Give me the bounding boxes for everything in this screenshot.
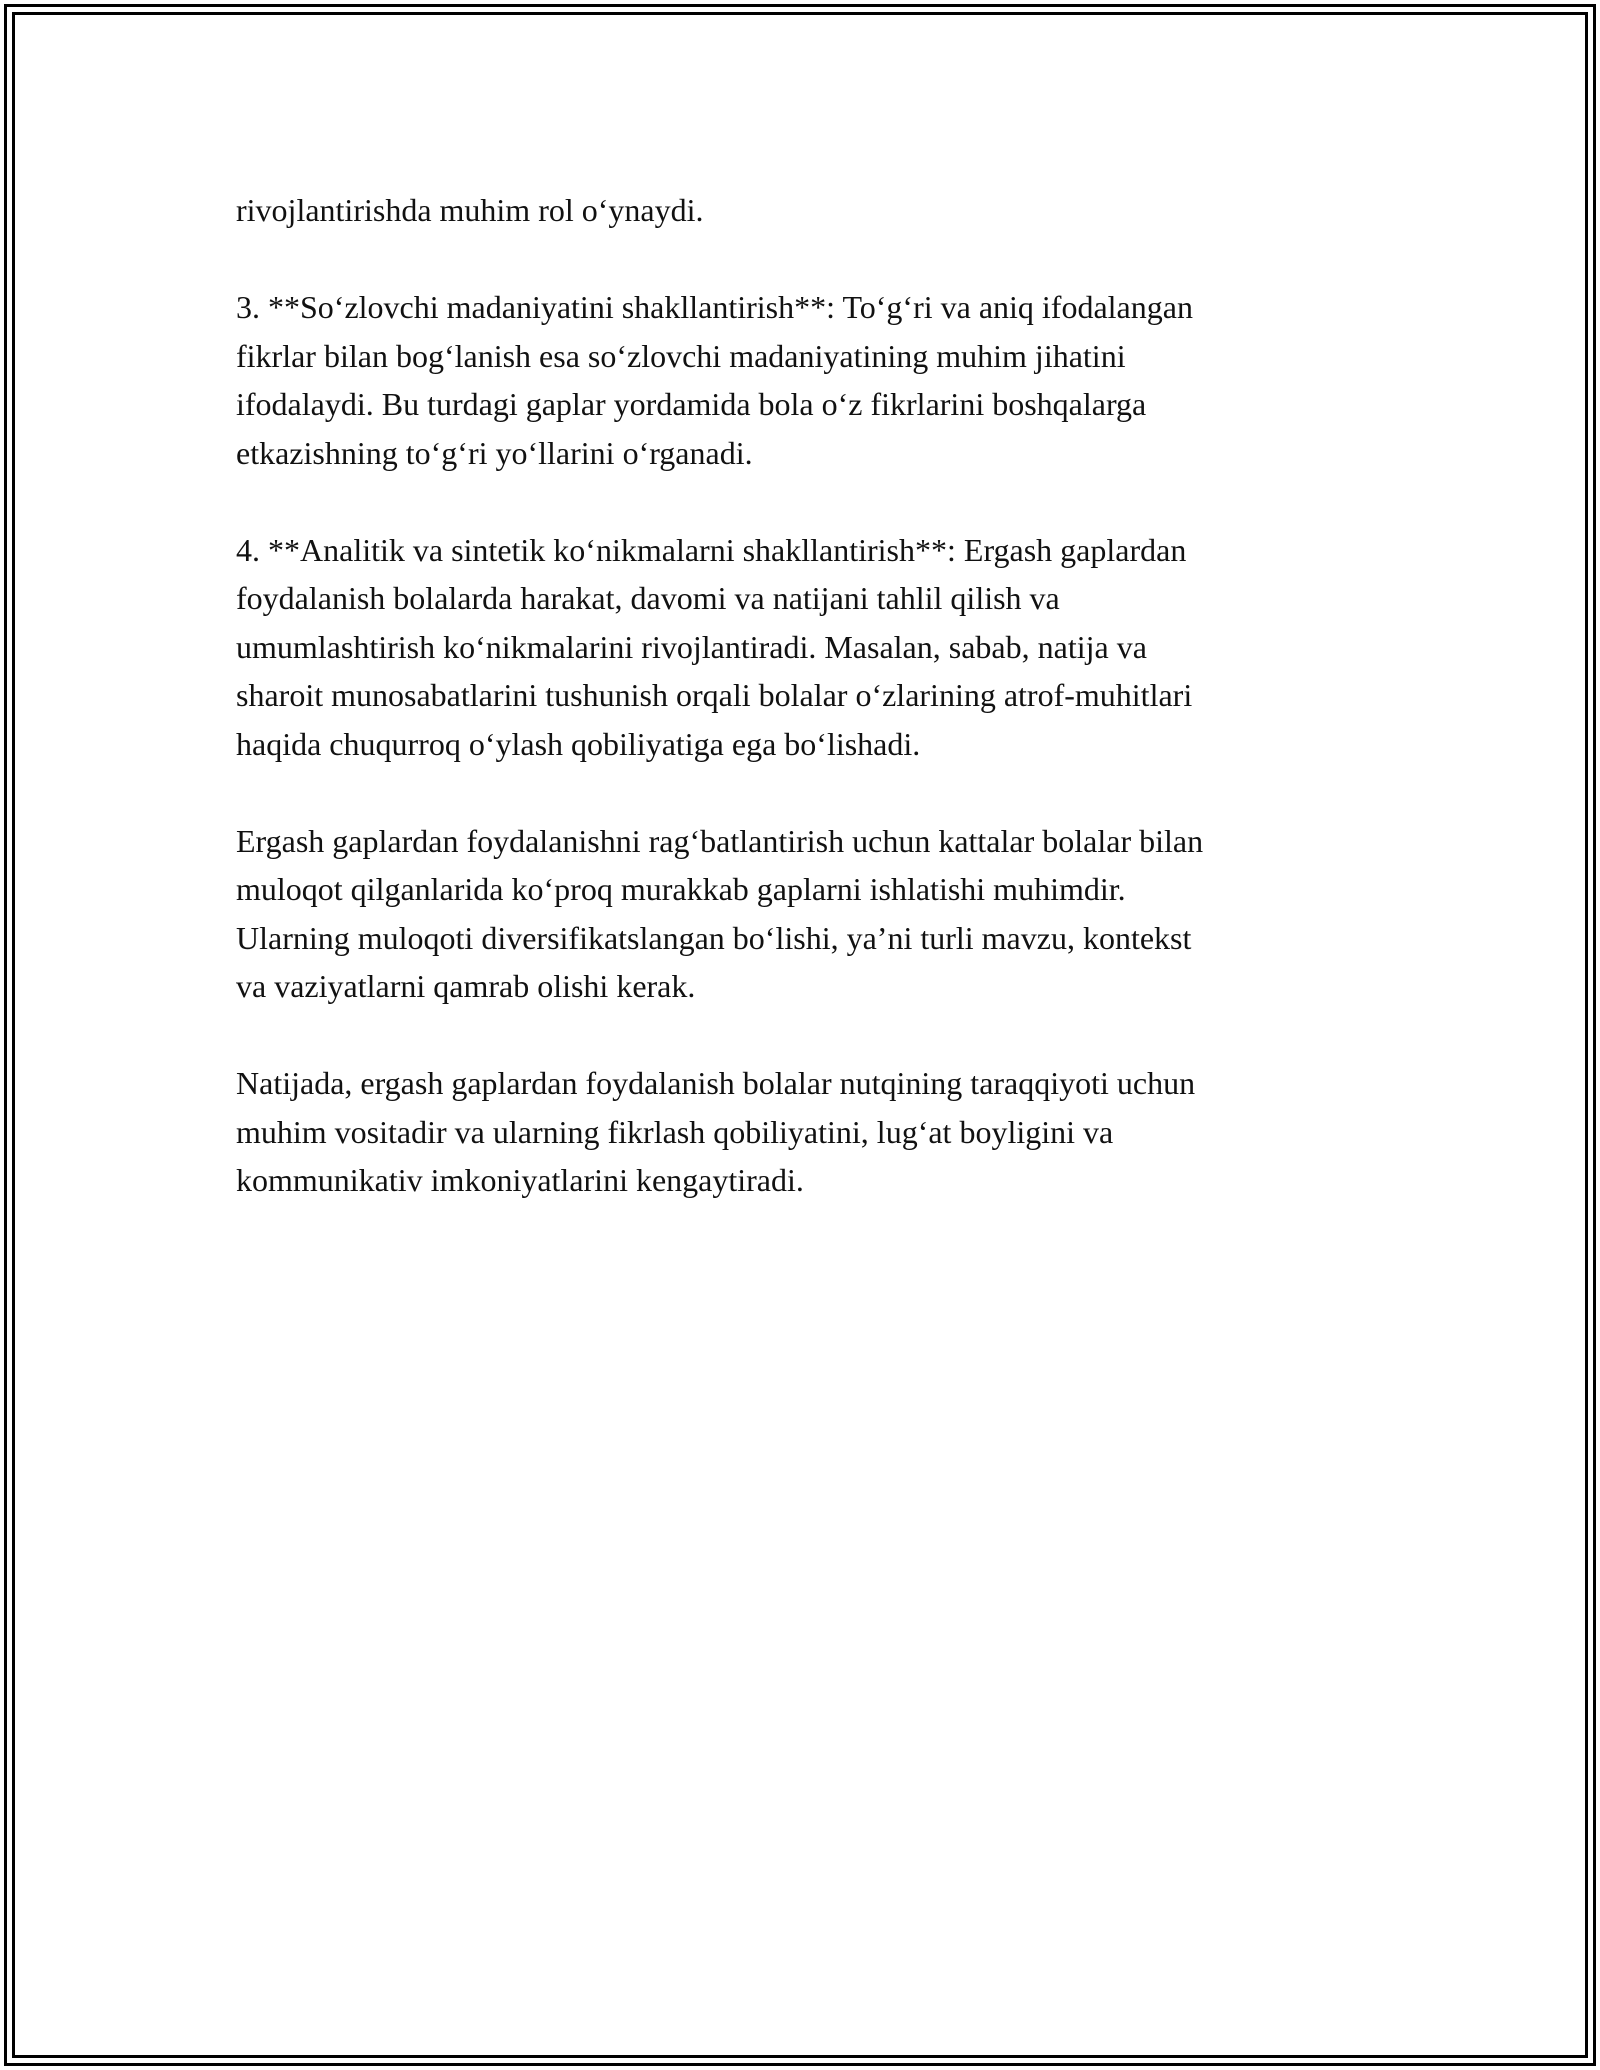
paragraph-encouragement: Ergash gaplardan foydalanishni rag‘batlantirish uchun kattalar bolalar bilan muloqot qilganlarida ko‘proq murakkab gaplarni ishlatishi muhimdir. Ularning muloqoti diversifikatslangan bo‘lishi, ya’ni turli mavzu, kontekst va vaziyatlarni qamrab olishi kerak. xyxy=(236,822,1204,1004)
document-body xyxy=(236,186,1376,1253)
paragraph-continuation: rivojlantirishda muhim rol o‘ynaydi. xyxy=(236,192,704,228)
paragraph-conclusion: Natijada, ergash gaplardan foydalanish bolalar nutqining taraqqiyoti uchun muhim vositadir va ularning fikrlash qobiliyatini, lug‘at boyligini va kommunikativ imkoniyatlarini kengaytiradi. xyxy=(236,1065,1196,1198)
paragraph-item-3: 3. **So‘zlovchi madaniyatini shakllantirish**: To‘g‘ri va aniq ifodalangan fikrlar bilan bog‘lanish esa so‘zlovchi madaniyatining muhim jihatini ifodalaydi. Bu turdagi gaplar yordamida bola o‘z fikrlarini boshqalarga etkazishning to‘g‘ri yo‘llarini o‘rganadi. xyxy=(236,289,1193,471)
paragraph-item-4: 4. **Analitik va sintetik ko‘nikmalarni shakllantirish**: Ergash gaplardan foydalanish bolalarda harakat, davomi va natijani tahlil qilish va umumlashtirish ko‘nikmalarini rivojlantiradi. Masalan, sabab, natija va sharoit munosabatlarini tushunish orqali bolalar o‘zlarining atrof-muhitlari haqida chuqurroq o‘ylash qobiliyatiga ega bo‘lishadi. xyxy=(236,531,1193,762)
